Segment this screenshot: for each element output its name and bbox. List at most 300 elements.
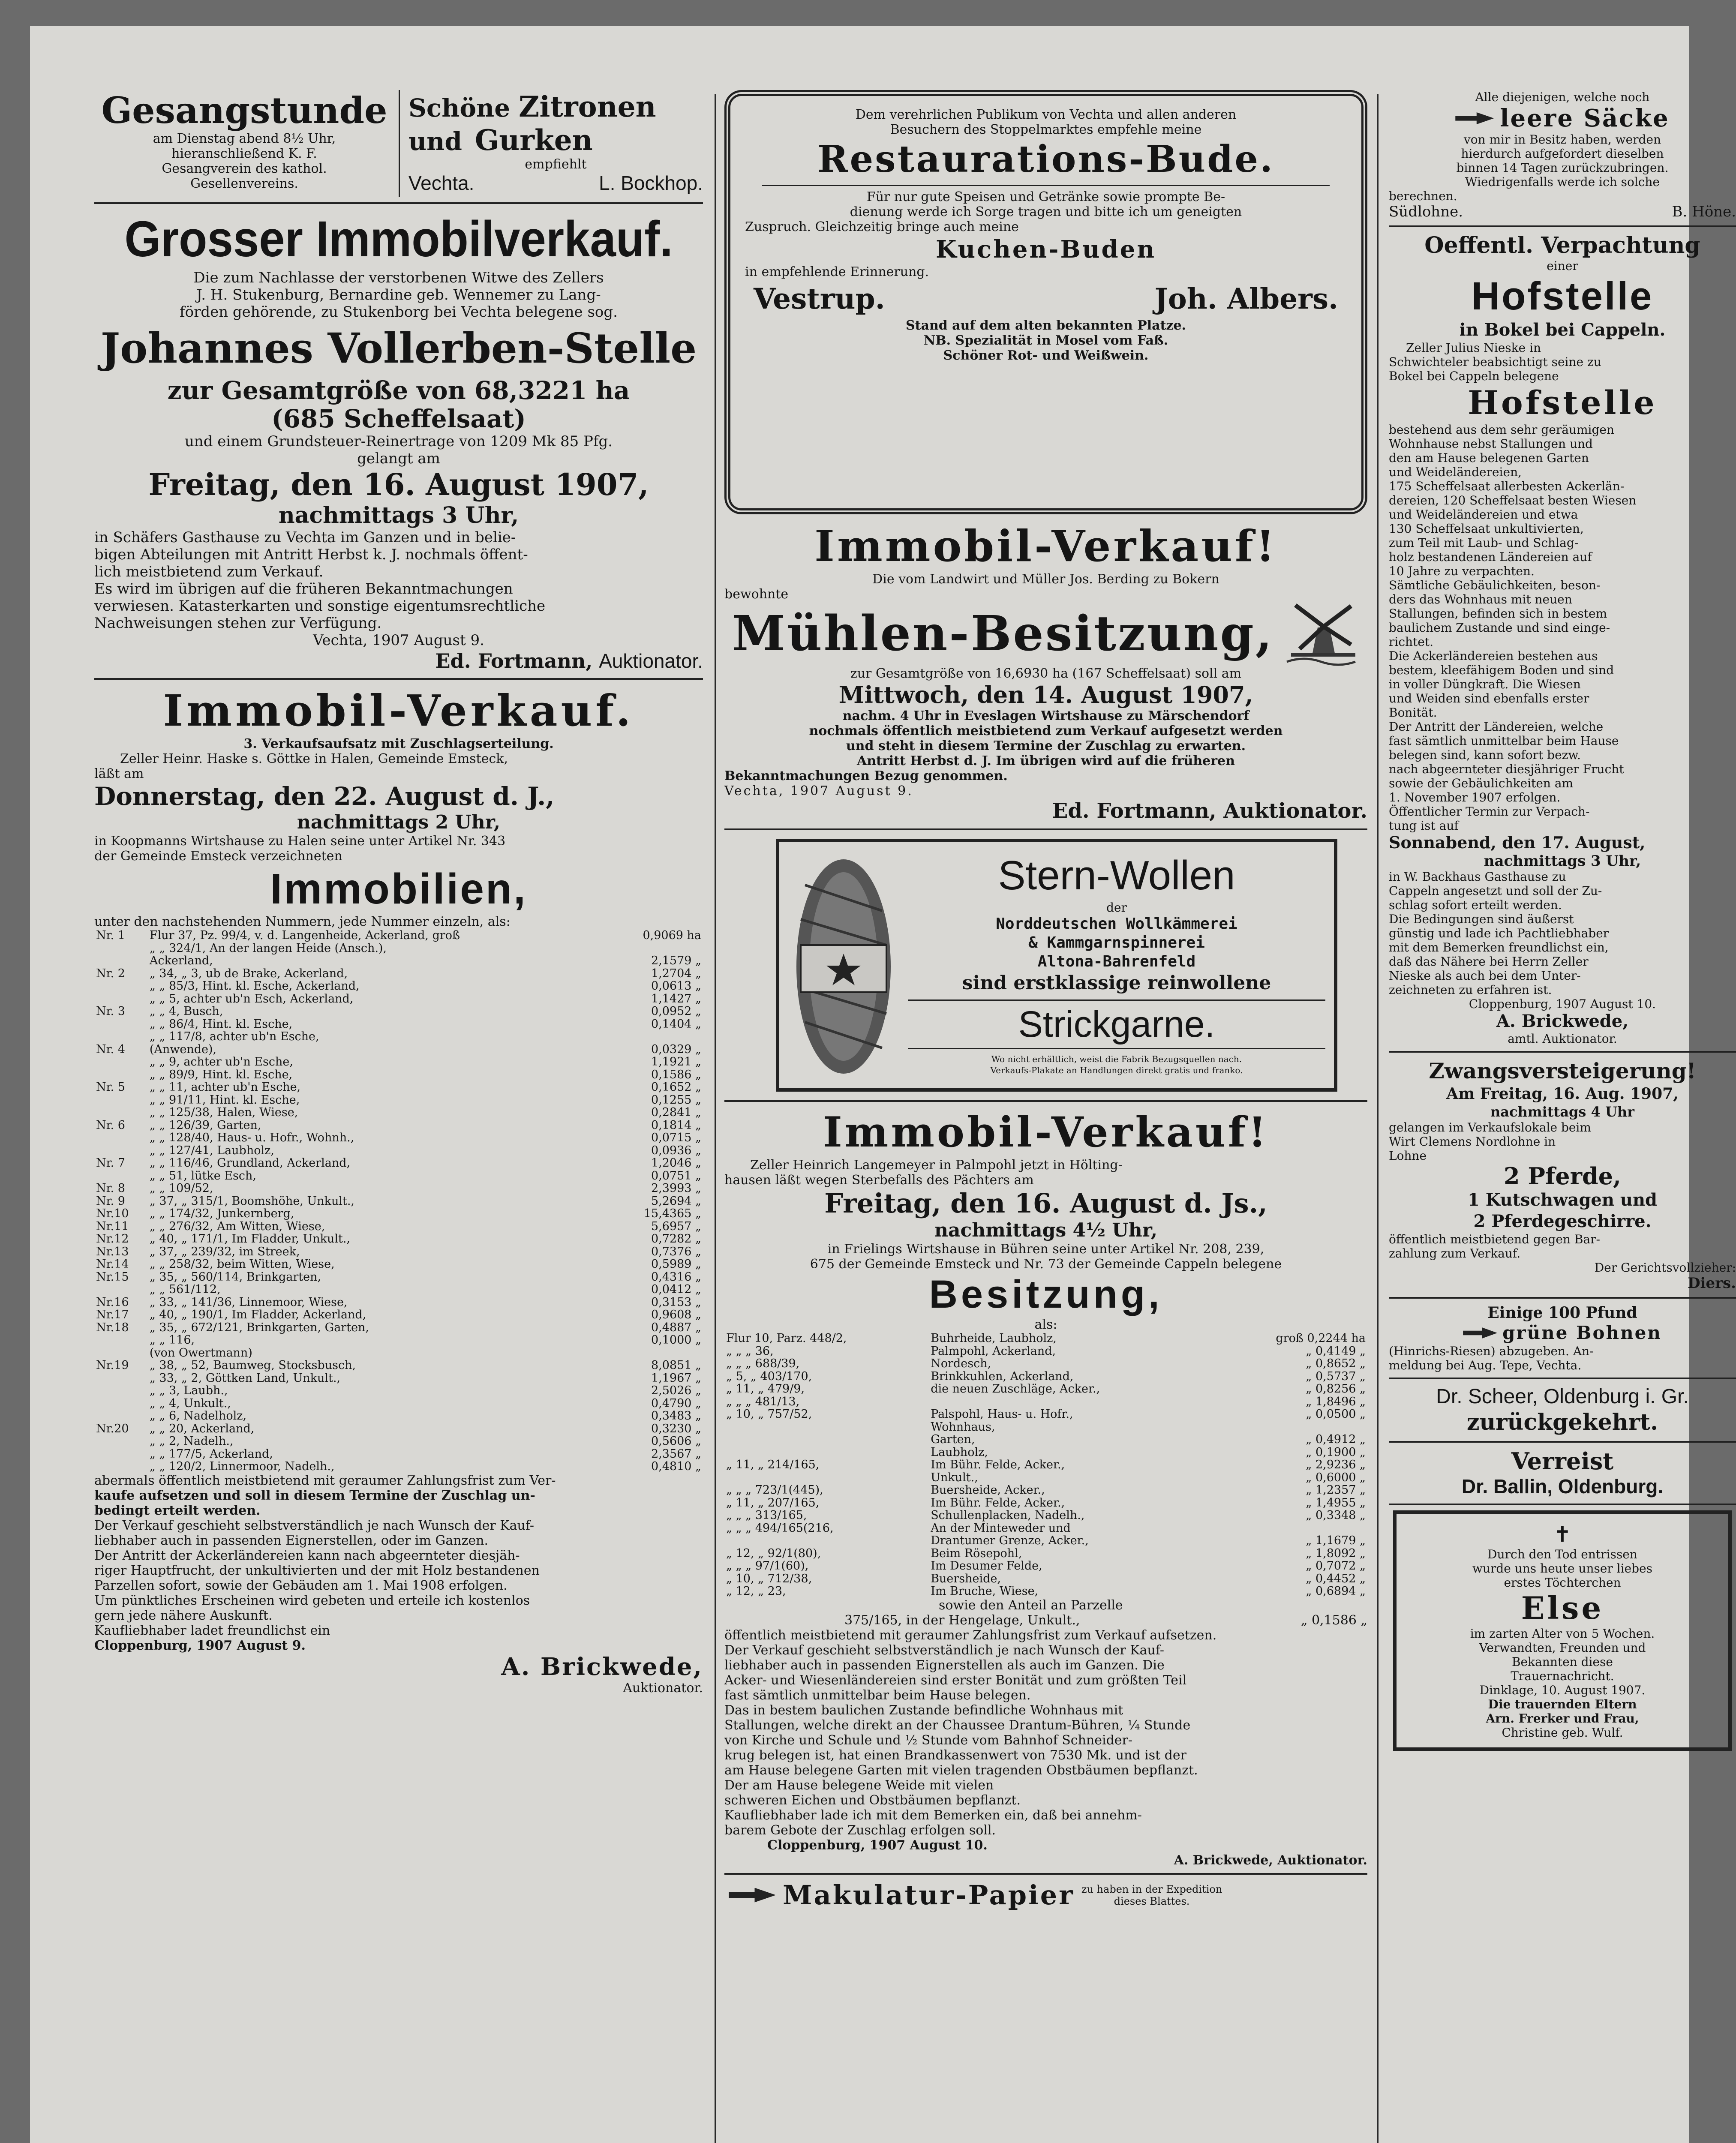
text-line: holz bestandenen Ländereien auf (1389, 550, 1592, 564)
table-cell: 0,7282 „ (651, 1232, 701, 1246)
text-line: zum Teil mit Laub- und Schlag- (1389, 536, 1579, 550)
table-cell: „ 40, „ 190/1, Im Fladder, Ackerland, (149, 1308, 366, 1321)
table-cell (94, 942, 148, 955)
table-cell: „ 40, „ 171/1, Im Fladder, Unkult., (149, 1232, 350, 1246)
table-cell: „ „ 20, Ackerland, (149, 1422, 255, 1435)
table-cell: Schullenplacken, Nadelh., (931, 1509, 1085, 1522)
area-value: „ 0,1586 „ (1300, 1612, 1367, 1628)
dateline: Cloppenburg, 1907 August 10. (1469, 997, 1656, 1011)
table-cell: „ 38, „ 52, Baumweg, Stocksbusch, (149, 1359, 356, 1372)
table-row (724, 1408, 1367, 1421)
text-line: nachm. 4 Uhr in Eveslagen Wirtshause zu Märschendorf (842, 708, 1249, 723)
table-cell: „ 0,4912 „ (1306, 1433, 1366, 1446)
divider (724, 1100, 1367, 1102)
table-cell: Wohnhaus, (931, 1420, 995, 1434)
text-line: sind erstklassige reinwollene (962, 972, 1271, 994)
table-cell: „ „ 174/32, Junkernberg, (149, 1207, 294, 1220)
table-cell: Nr.15 (96, 1270, 129, 1284)
table-cell: Nr.11 (96, 1219, 129, 1233)
table-cell: Nr. 9 (96, 1194, 125, 1208)
table-row (94, 1271, 703, 1284)
text-line: zu haben in der Expedition (1081, 1883, 1222, 1895)
text-line: der Gemeinde Emsteck verzeichneten (94, 849, 342, 864)
text-line: Schwichteler beabsichtigt seine zu (1389, 355, 1601, 369)
table-row (94, 1448, 703, 1461)
sub-title: Strickgarne. (908, 999, 1325, 1049)
text-line: 175 Scheffelsaat allerbesten Ackerlän- (1389, 479, 1625, 493)
table-cell: „ „ 4, Unkult., (149, 1396, 231, 1410)
table-row (94, 1410, 703, 1423)
ad-grosser-immobilverkauf (94, 209, 703, 673)
table-row (94, 1397, 703, 1410)
table-cell: Im Bühr. Felde, Acker., (931, 1496, 1065, 1510)
big-heading: Mühlen-Besitzung, (732, 606, 1274, 662)
table-cell: Palspohl, Haus- u. Hofr., (931, 1408, 1073, 1421)
big-heading: Besitzung, (929, 1273, 1163, 1316)
table-cell: 0,9069 ha (643, 929, 701, 942)
table-cell: Im Bruche, Wiese, (931, 1585, 1039, 1598)
text-line: am Hause belegene Garten mit vielen tragenden Obstbäumen bepflanzt. (724, 1762, 1198, 1778)
text-line: Kaufliebhaber lade ich mit dem Bemerken ein, daß bei annehm- (724, 1807, 1142, 1823)
table-cell: Nr.19 (96, 1359, 129, 1372)
text-line: Der Verkauf geschieht selbstverständlich je nach Wunsch der Kauf- (724, 1642, 1165, 1658)
table-cell: „ „ 109/52, (149, 1182, 213, 1195)
text-line: Nachweisungen stehen zur Verfügung. (94, 615, 382, 632)
text-line: Verreist (1511, 1447, 1614, 1475)
text-line: dienung werde ich Sorge tragen und bitte ich um geneigten (850, 204, 1242, 219)
table-row (94, 1334, 703, 1347)
table-cell (611, 942, 703, 955)
text-line: Bekannten diese (1511, 1655, 1613, 1669)
text-line: zurückgekehrt. (1466, 1409, 1658, 1435)
text-line: in empfehlende Erinnerung. (745, 264, 929, 279)
signature: A. Brickwede, (501, 1652, 703, 1681)
table-cell: 1,2046 „ (651, 1156, 701, 1170)
table-cell: Nr.17 (96, 1308, 129, 1321)
table-cell: 1,1921 „ (651, 1055, 701, 1068)
table-cell: „ „ 116/46, Grundland, Ackerland, (149, 1156, 351, 1170)
table-cell (611, 1030, 703, 1043)
text: Schöne (408, 93, 511, 123)
table-row (724, 1471, 1367, 1484)
text-line: hausen läßt wegen Sterbefalls des Pächters am (724, 1173, 1034, 1188)
text-line: Die vom Landwirt und Müller Jos. Berding zu Bokern (872, 572, 1219, 587)
ad-restaurations-bude (724, 90, 1367, 514)
zitronen-heading: Zitronen (519, 90, 656, 123)
table-cell: „ „ 86/4, Hint. kl. Esche, (149, 1017, 293, 1031)
table-cell: „ „ 561/112, (149, 1283, 221, 1296)
table-cell: „ „ 85/3, Hint. kl. Esche, Ackerland, (149, 979, 360, 993)
table-row (94, 1321, 703, 1334)
text-line: bewohnte (724, 587, 789, 602)
ad-stern-wollen (776, 839, 1337, 1092)
item: 1 Kutschwagen und (1467, 1190, 1658, 1210)
table-cell (724, 1534, 929, 1547)
table-row (94, 1030, 703, 1043)
text-line: (685 Scheffelsaat) (271, 404, 526, 433)
table-cell: „ „ 2, Nadelh., (149, 1435, 234, 1448)
table-cell (94, 1334, 148, 1347)
table-row (94, 993, 703, 1005)
text-line: kaufe aufsetzen und soll in diesem Termine der Zuschlag un- (94, 1488, 535, 1503)
table-row (94, 1296, 703, 1309)
advertiser-name: L. Bockhop. (599, 172, 703, 194)
table-row (94, 1056, 703, 1068)
table-cell: 0,1586 „ (651, 1068, 701, 1081)
column-rule (1377, 94, 1379, 2143)
table-row (724, 1332, 1367, 1345)
text-line: Einige 100 Pfund (1487, 1304, 1637, 1322)
text-line: Cappeln angesetzt und soll der Zu- (1389, 884, 1602, 898)
table-cell (94, 1410, 148, 1423)
table-cell: Nr.20 (96, 1422, 129, 1435)
table-cell: Nr.10 (96, 1207, 129, 1220)
text-line: nachmittags 4 Uhr (1490, 1104, 1635, 1120)
table-cell: „ „ 177/5, Ackerland, (149, 1447, 273, 1461)
deceased-name: Else (1521, 1590, 1604, 1626)
table-cell (94, 1448, 148, 1461)
gesangstunde-title: Gesangstunde (101, 89, 387, 132)
table-row (94, 1157, 703, 1170)
text-line: in Frielings Wirtshause in Bühren seine unter Artikel Nr. 208, 239, (827, 1242, 1264, 1257)
table-row (94, 1283, 703, 1296)
table-cell: Nr. 3 (96, 1005, 125, 1018)
ad-gruene-bohnen (1389, 1304, 1736, 1372)
text-line: Öffentlicher Termin zur Verpach- (1389, 804, 1590, 819)
text-line: fast sämtlich unmittelbar beim Hause (1389, 734, 1619, 748)
table-cell: „ 33, „ 2, Göttken Land, Unkult., (149, 1371, 341, 1385)
yarn-skein-icon (788, 851, 899, 1082)
table-cell: „ „ 51, lütke Esch, (149, 1169, 256, 1183)
table-cell: „ „ 5, achter ub'n Esch, Ackerland, (149, 992, 354, 1005)
table-cell: 0,0751 „ (651, 1169, 701, 1183)
text-line: Stallungen, befinden sich in bestem (1389, 606, 1607, 621)
table-cell: „ 12, „ 23, (726, 1585, 786, 1598)
ad-title: Immobil-Verkauf! (814, 521, 1277, 571)
text-line: und einem Grundsteuer-Reinertrage von 1209 Mk 85 Pfg. (184, 433, 613, 450)
table-cell: Flur 37, Pz. 99/4, v. d. Langenheide, Ackerland, groß (149, 929, 460, 942)
divider (94, 678, 703, 680)
ad-title: Immobil-Verkauf. (163, 685, 634, 736)
signature-role: Auktionator. (623, 1680, 703, 1696)
text-line: am Dienstag abend 8½ Uhr, (153, 131, 336, 146)
table-cell (94, 954, 148, 967)
text-line: 10 Jahre zu verpachten. (1389, 564, 1535, 578)
ad-leere-saecke (1389, 90, 1736, 220)
footnote: Verkaufs-Plakate an Handlungen direkt gratis und franko. (990, 1065, 1243, 1075)
table-cell: Nordesch, (931, 1357, 991, 1370)
text-line: Bokel bei Cappeln belegene (1389, 369, 1559, 383)
text-line: Verwandten, Freunden und (1479, 1641, 1646, 1655)
table-cell: Nr. 1 (96, 929, 125, 942)
table-cell (94, 1384, 148, 1397)
table-cell (724, 1421, 929, 1434)
text-line: sowie den Anteil an Parzelle (939, 1597, 1123, 1613)
advertiser-name: B. Höne. (1672, 203, 1736, 220)
text-line: bedingt erteilt werden. (94, 1503, 261, 1518)
text-line: Das in bestem baulichen Zustande befindliche Wohnhaus mit (724, 1702, 1123, 1718)
text-line: liebhaber auch in passenden Eignerstellen als auch im Ganzen. Die (724, 1657, 1165, 1673)
text-line: Dem verehrlichen Publikum von Vechta und allen anderen (855, 107, 1237, 122)
text-line: hierdurch aufgefordert dieselben (1461, 147, 1664, 161)
text-line: Der Verkauf geschieht selbstverständlich je nach Wunsch der Kauf- (94, 1518, 535, 1533)
text-line: bestehend aus dem sehr geräumigen (1389, 423, 1614, 437)
table-cell: 0,0329 „ (651, 1042, 701, 1056)
table-cell: Buersheide, Acker., (931, 1483, 1045, 1497)
table-cell: 0,0613 „ (651, 979, 701, 993)
text-line: Gesangverein des kathol. (162, 161, 327, 176)
table-cell (94, 1056, 148, 1068)
divider (94, 202, 703, 204)
place: Vestrup. (754, 282, 885, 315)
text-line: Sämtliche Gebäulichkeiten, beson- (1389, 578, 1601, 592)
text-line: meldung bei Aug. Tepe, Vechta. (1389, 1358, 1582, 1372)
ad-title: Zwangsversteigerung! (1429, 1058, 1696, 1084)
table-row (724, 1534, 1367, 1547)
text-line: barem Gebote der Zuschlag erfolgen soll. (724, 1822, 996, 1838)
text-line: NB. Spezialität in Mosel vom Faß. (923, 333, 1168, 348)
dateline: Cloppenburg, 1907 August 10. (767, 1837, 988, 1853)
text-line: Für nur gute Speisen und Getränke sowie prompte Be- (866, 189, 1225, 204)
table-cell (94, 1144, 148, 1157)
table-cell: „ 35, „ 560/114, Brinkgarten, (149, 1270, 321, 1284)
text-line: Gesellenvereins. (190, 176, 298, 191)
table-cell: „ 1,8092 „ (1306, 1546, 1366, 1560)
text-line: Es wird im übrigen auf die früheren Bekanntmachungen (94, 580, 513, 597)
text-line: riger Hauptfrucht, der unkultivierten und der mit Holz bestandenen (94, 1563, 540, 1578)
table-row (724, 1433, 1367, 1446)
text-line: Die zum Nachlasse der verstorbenen Witwe des Zellers (193, 269, 604, 286)
pointing-hand-icon (1463, 1327, 1497, 1339)
table-cell: „ „ 120/2, Linnermoor, Nadelh., (149, 1460, 335, 1473)
text-line: Die Bedingungen sind äußerst (1389, 912, 1574, 926)
table-row (94, 1043, 703, 1056)
text-line: lich meistbietend zum Verkauf. (94, 563, 324, 580)
text-line: und Weiden sind ebenfalls erster (1389, 691, 1589, 705)
table-cell: Nr. 2 (96, 966, 125, 980)
auction-date: Freitag, den 16. August 1907, (148, 467, 649, 502)
table-row (724, 1383, 1367, 1396)
text-line: liebhaber auch in passenden Eignerstellen, oder im Ganzen. (94, 1533, 488, 1548)
table-cell (724, 1433, 929, 1446)
table-row (94, 1347, 703, 1360)
table-cell: 0,9608 „ (651, 1308, 701, 1321)
text-line: Zuspruch. Gleichzeitig bringe auch meine (745, 219, 1019, 234)
table-cell: 0,1000 „ (651, 1333, 701, 1347)
pointing-hand-icon (1455, 112, 1494, 124)
table-cell: 0,1255 „ (651, 1093, 701, 1107)
table-cell: Buersheide, (931, 1572, 1001, 1585)
table-row (94, 1309, 703, 1321)
table-row (724, 1357, 1367, 1370)
text-line: Der Antritt der Ackerländereien kann nach abgeernteter diesjäh- (94, 1548, 520, 1563)
table-cell: „ 1,8496 „ (1306, 1395, 1366, 1408)
table-cell: Drantumer Grenze, Acker., (931, 1534, 1089, 1547)
table-cell: Nr.14 (96, 1258, 129, 1271)
zitronen-block (400, 90, 703, 197)
text-line: im zarten Alter von 5 Wochen. (1470, 1627, 1655, 1641)
ad-gesangstunde (94, 90, 703, 197)
text-line: Wirt Clemens Nordlohne in (1389, 1135, 1556, 1149)
table-cell (724, 1446, 929, 1459)
table-cell: 0,7376 „ (651, 1245, 701, 1258)
text-line: Der am Hause belegene Weide mit vielen (724, 1777, 994, 1793)
table-cell (94, 1068, 148, 1081)
table-cell: 2,5026 „ (651, 1384, 701, 1397)
text-line: Zeller Heinrich Langemeyer in Palmpohl jetzt in Hölting- (750, 1158, 1123, 1173)
table-cell: An der Minteweder und (931, 1521, 1071, 1535)
table-cell: 0,3230 „ (651, 1422, 701, 1435)
table-cell: „ „ „ 494/165(216, (726, 1521, 834, 1535)
table-cell (94, 980, 148, 993)
text-line: und Weideländereien und etwa (1389, 507, 1578, 522)
table-row (94, 929, 703, 942)
table-row (724, 1446, 1367, 1459)
ad-hofstelle (1389, 232, 1736, 1046)
table-row (724, 1509, 1367, 1522)
ad-title: Oeffentl. Verpachtung (1424, 232, 1700, 258)
auction-time: nachmittags 2 Uhr, (297, 811, 501, 833)
table-cell: 0,0952 „ (651, 1005, 701, 1018)
table-row (94, 1170, 703, 1183)
table-cell: „ 1,1679 „ (1306, 1534, 1366, 1547)
ad-immobil-verkauf-halen (94, 685, 703, 1696)
dateline: Cloppenburg, 1907 August 9. (94, 1638, 306, 1653)
text-line: in voller Düngkraft. Die Wiesen (1389, 677, 1581, 691)
ad-muehlen-besitzung (724, 520, 1367, 823)
gurken-heading: Gurken (475, 123, 593, 157)
text-line: Alle diejenigen, welche noch (1475, 90, 1650, 104)
table-cell: „ 11, „ 207/165, (726, 1496, 820, 1510)
text-line: verwiesen. Katasterkarten und sonstige eigentumsrechtliche (94, 597, 546, 615)
footnote: Wo nicht erhältlich, weist die Fabrik Bezugsquellen nach. (991, 1054, 1242, 1064)
text-line: gelangt am (357, 450, 440, 467)
table-cell: „ 0,6894 „ (1306, 1585, 1366, 1598)
table-cell: Beim Rösepohl, (931, 1546, 1022, 1560)
text-line: 375/165, in der Hengelage, Unkult., (844, 1612, 1080, 1628)
text-line: abermals öffentlich meistbietend mit geraumer Zahlungsfrist zum Ver- (94, 1473, 556, 1488)
table-cell (94, 1283, 148, 1296)
text-line: Acker- und Wiesenländereien sind erster Bonität und zum größten Teil (724, 1672, 1187, 1688)
table-cell: „ 0,6000 „ (1306, 1471, 1366, 1484)
text-line: Wiedrigenfalls werde ich solche (1465, 175, 1660, 189)
table-cell: „ „ 4, Busch, (149, 1005, 223, 1018)
table-cell: „ „ 11, achter ub'n Esche, (149, 1081, 301, 1094)
text-line: 1. November 1907 erfolgen. (1389, 790, 1561, 804)
ad-dr-scheer (1389, 1384, 1736, 1436)
table-cell: 8,0851 „ (651, 1359, 701, 1372)
table-row (94, 1372, 703, 1385)
table-cell: „ 0,1900 „ (1306, 1445, 1366, 1459)
table-cell: „ 10, „ 757/52, (726, 1408, 812, 1421)
table-row (94, 942, 703, 955)
table-cell: „ „ 6, Nadelholz, (149, 1409, 247, 1423)
property-name: Johannes Vollerben-Stelle (100, 324, 697, 372)
text-line: Stallungen, welche direkt an der Chaussee Drantum-Bühren, ¼ Stunde (724, 1717, 1191, 1733)
table-row (724, 1573, 1367, 1585)
text-line: ders das Wohnhaus mit neuen (1389, 592, 1572, 606)
auction-date: Freitag, den 16. August d. Js., (824, 1188, 1267, 1219)
text-line: öffentlich meistbietend gegen Bar- (1389, 1232, 1600, 1246)
text-line: richtet. (1389, 635, 1434, 649)
table-cell: Laubholz, (931, 1445, 988, 1459)
text-line: Trauernachricht. (1511, 1669, 1614, 1683)
divider (1389, 225, 1736, 227)
sub-heading: Kuchen-Buden (935, 235, 1156, 264)
text-line: daß das Nähere bei Herrn Zeller (1389, 954, 1589, 969)
table-cell: „ „ 126/39, Garten, (149, 1118, 261, 1132)
text-line: Antritt Herbst d. J. Im übrigen wird auf die früheren (857, 753, 1235, 768)
text-line: den am Hause belegenen Garten (1389, 451, 1589, 465)
table-row (724, 1396, 1367, 1408)
table-cell: „ 2,9236 „ (1306, 1458, 1366, 1471)
item: 2 Pferdegeschirre. (1473, 1211, 1652, 1231)
table-cell: „ 0,3348 „ (1306, 1509, 1366, 1522)
table-cell: „ „ 324/1, An der langen Heide (Ansch.), (149, 941, 387, 955)
cross-icon: ✝ (1553, 1522, 1571, 1547)
table-cell (611, 1347, 703, 1360)
table-row (94, 967, 703, 980)
ad-besitzung-palmpohl (724, 1107, 1367, 1868)
text-line: Zeller Julius Nieske in (1406, 341, 1541, 355)
text-line: 3. Verkaufsaufsatz mit Zuschlagserteilung. (243, 736, 554, 751)
table-cell (94, 1347, 148, 1360)
text-line: Lohne (1389, 1149, 1427, 1163)
text-line: Der Gerichtsvollzieher: (1594, 1261, 1736, 1275)
divider (724, 828, 1367, 830)
ad-title: Grosser Immobilverkauf. (124, 211, 673, 267)
text-line: zur Gesamtgröße von 16,6930 ha (167 Scheffelsaat) soll am (850, 666, 1242, 681)
text-line: wurde uns heute unser liebes (1472, 1561, 1653, 1576)
table-cell: „ 12, „ 92/1(80), (726, 1546, 821, 1560)
text-line: (Hinrichs-Riesen) abzugeben. An- (1389, 1344, 1594, 1358)
text-line: Bekanntmachungen Bezug genommen. (724, 768, 1008, 783)
text-line: Nieske als auch bei dem Unter- (1389, 969, 1581, 983)
table-row (94, 1005, 703, 1018)
table-cell: (von Owertmann) (149, 1346, 252, 1360)
table-row (94, 1207, 703, 1220)
table-cell: „ 1,2357 „ (1306, 1483, 1366, 1497)
table-cell: „ 11, „ 214/165, (726, 1458, 820, 1471)
table-cell: „ 0,5737 „ (1306, 1369, 1366, 1383)
text-line: 130 Scheffelsaat unkultivierten, (1389, 522, 1584, 536)
table-cell: „ „ 127/41, Laubholz, (149, 1144, 274, 1157)
table-cell: „ 33, „ 141/36, Linnemoor, Wiese, (149, 1295, 348, 1309)
table-cell: 0,4887 „ (651, 1321, 701, 1334)
table-cell: 5,2694 „ (651, 1194, 701, 1208)
table-cell: „ 37, „ 315/1, Boomshöhe, Unkult., (149, 1194, 355, 1208)
text-line: Die Ackerländereien bestehen aus (1389, 649, 1598, 663)
text-line: Dr. Ballin, Oldenburg. (1461, 1475, 1664, 1498)
place: Südlohne. (1389, 203, 1463, 220)
table-row (724, 1345, 1367, 1358)
signature: Ed. Fortmann, (435, 649, 593, 672)
table-row (724, 1560, 1367, 1573)
table-cell: Nr. 8 (96, 1182, 125, 1195)
text-line: Wohnhause nebst Stallungen und (1389, 437, 1593, 451)
auction-date: Mittwoch, den 14. August 1907, (838, 681, 1253, 708)
text-line: und Weideländereien, (1389, 465, 1522, 479)
divider (724, 1873, 1367, 1875)
text-line: unter den nachstehenden Nummern, jede Nummer einzeln, als: (94, 914, 511, 929)
table-cell: „ „ 3, Laubh., (149, 1384, 228, 1397)
table-cell: „ „ 116, (149, 1333, 195, 1347)
text-line: baulichem Zustande und sind einge- (1389, 621, 1610, 635)
table-cell: Nr. 6 (96, 1118, 125, 1132)
text-line: und steht in diesem Termine der Zuschlag zu erwarten. (846, 738, 1246, 753)
table-cell: „ „ „ 723/1(445), (726, 1483, 823, 1497)
signature-role: amtl. Auktionator. (1508, 1032, 1617, 1046)
